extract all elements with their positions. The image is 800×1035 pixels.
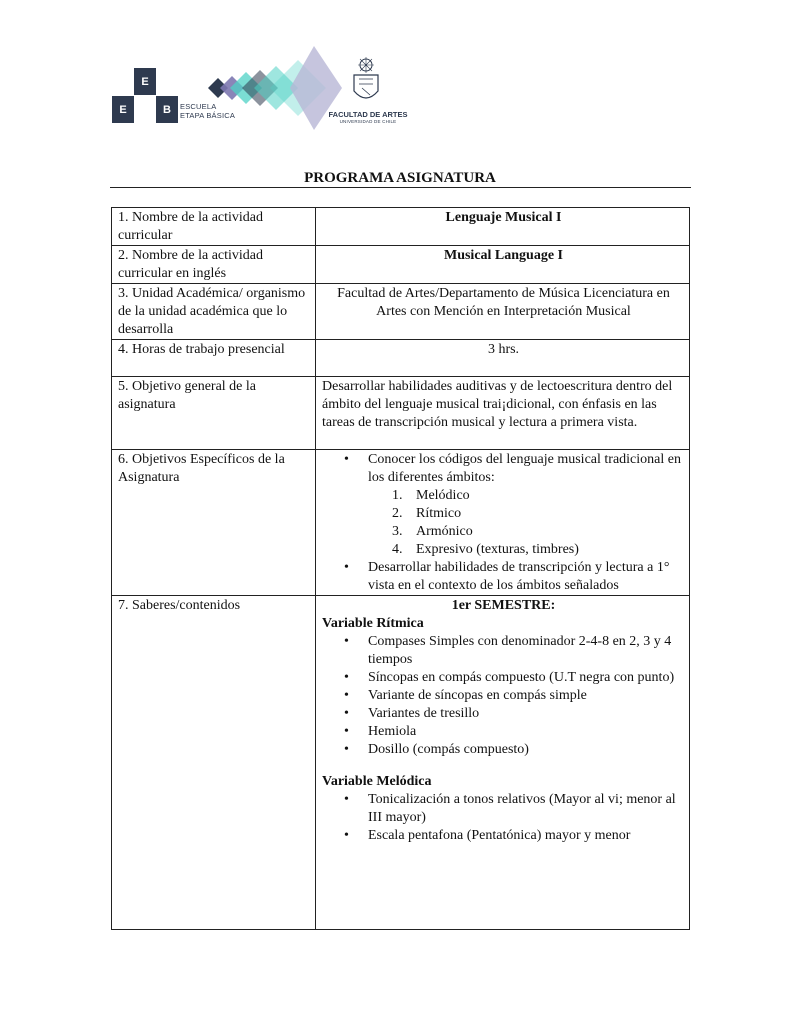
row-value [316, 596, 690, 930]
row-label: 2. Nombre de la actividad curricular en inglés [112, 246, 316, 284]
row-label: 6. Objetivos Específicos de la Asignatura [112, 450, 316, 596]
row-value: 3 hrs. [316, 340, 690, 377]
university-seal-icon [350, 55, 382, 107]
semester-heading: 1er SEMESTRE: [451, 598, 556, 613]
row-label: 1. Nombre de la actividad curricular [112, 208, 316, 246]
faculty-name: FACULTAD DE ARTES [328, 110, 408, 119]
list-item: • Variante de síncopas en compás simple [368, 687, 685, 705]
list-item: 2. Rítmico [392, 506, 462, 521]
row-value [316, 450, 690, 596]
areas-list [322, 487, 685, 559]
eeb-logo [112, 65, 178, 123]
list-item: • Tonicalización a tonos relativos (Mayor al vi; menor al III mayor) [368, 791, 685, 827]
rhythmic-list [322, 633, 685, 759]
list-item: • Conocer los códigos del lenguaje musical tradicional en los diferentes ámbitos: [368, 451, 685, 487]
list-item: • Hemiola [368, 723, 685, 741]
row-value: Lenguaje Musical I [316, 208, 690, 246]
table-row [112, 340, 690, 377]
melodic-list [322, 791, 685, 845]
school-name: ESCUELA ETAPA BÁSICA [180, 102, 236, 120]
row-label: 3. Unidad Académica/ organismo de la unidad académica que lo desarrolla [112, 284, 316, 340]
logo-letter-e2: E [112, 96, 134, 123]
rhythmic-heading: Variable Rítmica [322, 616, 424, 631]
row-label: 4. Horas de trabajo presencial [112, 340, 316, 377]
row-value: Desarrollar habilidades auditivas y de lectoescritura dentro del ámbito del lenguaje musical trai¡dicional, con énfasis en las tareas de transcripción musical y lectura a primera vista. [316, 377, 690, 450]
list-item: • Variantes de tresillo [368, 705, 685, 723]
university-name: UNIVERSIDAD DE CHILE [339, 119, 397, 124]
table-row [112, 208, 690, 246]
table-row [112, 284, 690, 340]
list-item: 4. Expresivo (texturas, timbres) [392, 542, 579, 557]
list-item: • Compases Simples con denominador 2-4-8 en 2, 3 y 4 tiempos [368, 633, 685, 669]
table-row [112, 450, 690, 596]
objectives-list [322, 451, 685, 487]
logo-letter-e1: E [134, 68, 156, 95]
table-row [112, 377, 690, 450]
table-row [112, 596, 690, 930]
list-item: • Desarrollar habilidades de transcripción y lectura a 1° vista en el contexto de los ámbitos señalados [368, 559, 685, 595]
program-table [111, 207, 690, 930]
list-item: • Síncopas en compás compuesto (U.T negra con punto) [368, 669, 685, 687]
title-divider [110, 187, 691, 188]
melodic-heading: Variable Melódica [322, 774, 432, 789]
spacer [322, 759, 685, 773]
row-label: 7. Saberes/contenidos [112, 596, 316, 930]
row-value: Musical Language I [316, 246, 690, 284]
page-header [0, 0, 800, 150]
table-row [112, 246, 690, 284]
list-item: • Dosillo (compás compuesto) [368, 741, 685, 759]
row-value: Facultad de Artes/Departamento de Música Licenciatura en Artes con Mención en Interpretación Musical [316, 284, 690, 340]
row-label: 5. Objetivo general de la asignatura [112, 377, 316, 450]
list-item: 1. Melódico [392, 488, 470, 503]
document-title: PROGRAMA ASIGNATURA [304, 170, 496, 186]
logo-letter-b: B [156, 96, 178, 123]
diamond-pattern-logo [180, 42, 345, 134]
objectives-list [322, 559, 685, 595]
list-item: 3. Armónico [392, 524, 473, 539]
list-item: • Escala pentafona (Pentatónica) mayor y menor [368, 827, 685, 845]
